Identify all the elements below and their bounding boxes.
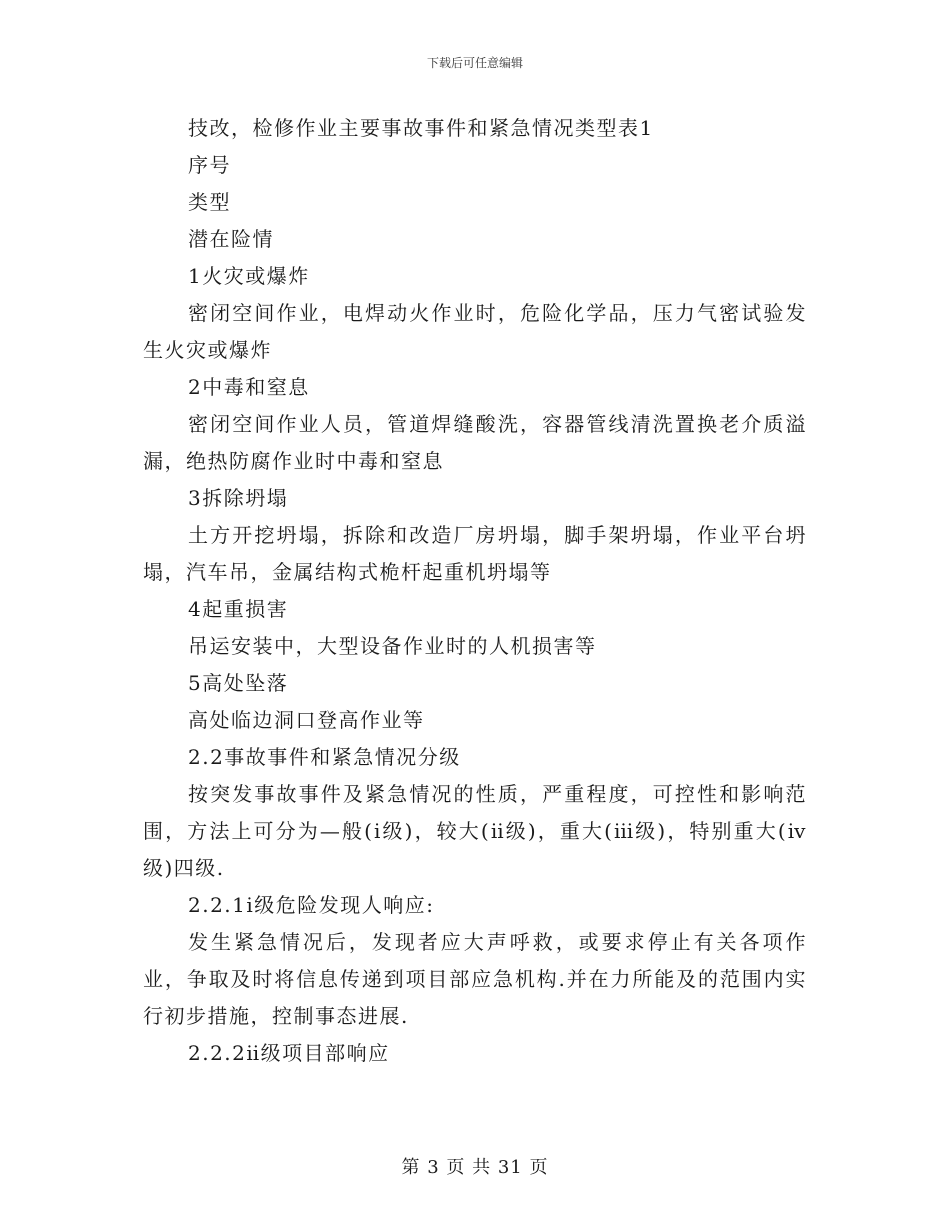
hazard-type-3: 3拆除坍塌 — [188, 486, 289, 510]
section-heading-2-2-1: 2.2.1ⅰ级危险发现人响应: — [188, 893, 435, 917]
column-header-index: 序号 — [188, 153, 231, 177]
section-heading-2-2: 2.2事故事件和紧急情况分级 — [188, 745, 461, 769]
section-heading-2-2-2: 2.2.2ⅱ级项目部响应 — [188, 1041, 390, 1065]
hazard-type-1: 1火灾或爆炸 — [188, 264, 310, 288]
hazard-type-4: 4起重损害 — [188, 597, 289, 621]
document-body — [143, 110, 807, 1072]
classification-paragraph: 按突发事故事件及紧急情况的性质，严重程度，可控性和影响范围，方法上可分为—般(ⅰ级)，较大(ⅱ级)，重大(ⅲ级)，特别重大(ⅳ级)四级. — [143, 782, 807, 880]
table-title: 技改，检修作业主要事故事件和紧急情况类型表1 — [188, 116, 654, 140]
page-number: 第 3 页 共 31 页 — [401, 1157, 549, 1178]
hazard-description-5: 高处临边洞口登高作业等 — [188, 708, 425, 732]
hazard-description-3: 土方开挖坍塌，拆除和改造厂房坍塌，脚手架坍塌，作业平台坍塌，汽车吊，金属结构式桅杆起重机坍塌等 — [143, 523, 807, 584]
column-header-hazard: 潜在险情 — [188, 227, 274, 251]
column-header-type: 类型 — [188, 190, 231, 214]
hazard-type-5: 5高处坠落 — [188, 671, 289, 695]
hazard-type-2: 2中毒和窒息 — [188, 375, 310, 399]
response-paragraph: 发生紧急情况后，发现者应大声呼救，或要求停止有关各项作业，争取及时将信息传递到项目部应急机构.并在力所能及的范围内实行初步措施，控制事态进展. — [143, 930, 807, 1028]
hazard-description-1: 密闭空间作业，电焊动火作业时，危险化学品，压力气密试验发生火灾或爆炸 — [143, 301, 807, 362]
hazard-description-4: 吊运安装中，大型设备作业时的人机损害等 — [188, 634, 597, 658]
page-header: 下载后可任意编辑 — [426, 56, 523, 70]
hazard-description-2: 密闭空间作业人员，管道焊缝酸洗，容器管线清洗置换老介质溢漏，绝热防腐作业时中毒和窒息 — [143, 412, 807, 473]
